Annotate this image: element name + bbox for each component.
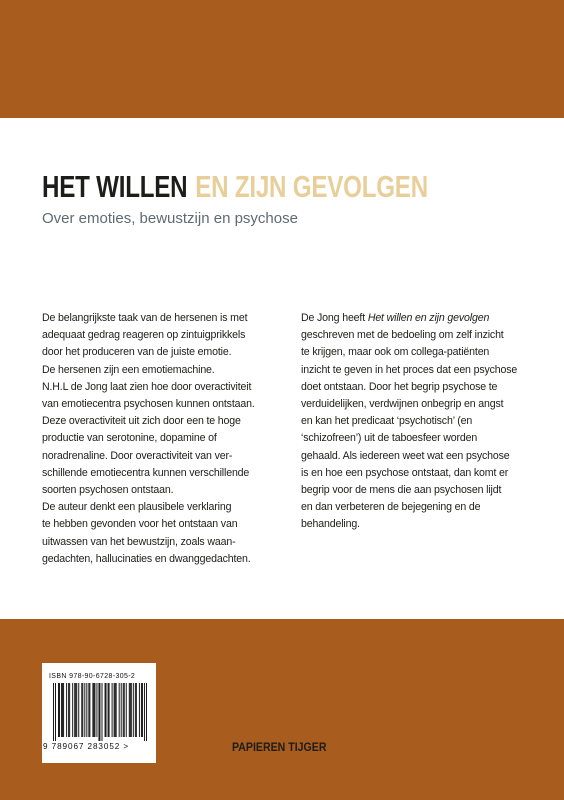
barcode-bar [75,683,76,737]
barcode-bar [115,683,116,737]
barcode-bar [133,683,134,737]
barcode-bar [144,683,145,741]
text-line: uitwassen van het bewustzijn, zoals waan- [42,535,236,548]
text-line: verduidelijken, verdwijnen onbegrip en angst [301,398,504,411]
text-line: doet ontstaan. Door het begrip psychose te [301,380,498,393]
barcode-bar [76,683,77,737]
text-line: De auteur denkt een plausibele verklaring [42,501,232,514]
barcode-bar [94,683,95,737]
barcode-bar [109,683,110,737]
text-line: te krijgen, maar ook om collega-patiënten [301,346,490,359]
title-part-2: EN ZIJN GEVOLGEN [195,169,428,204]
text-line: De belangrijkste taak van de hersenen is met [42,312,248,324]
barcode-bar [86,683,87,737]
barcode-bar [98,683,99,741]
barcode-bar [93,683,94,737]
barcode-bar [112,683,113,737]
barcode-digits: 9 789067 283052 > [43,742,130,751]
barcode-bar [88,683,89,737]
barcode-bar [130,683,131,737]
barcode-bar [146,683,147,741]
barcode-bar [141,683,142,737]
barcode-bar [74,683,75,737]
text-line: adequaat gedrag reageren op zintuigprikkels [42,329,246,342]
barcode-bar [131,683,132,737]
barcode-bar [123,683,124,737]
text-line: N.H.L de Jong laat zien hoe door overactiviteit [42,380,252,393]
book-title [42,171,428,202]
barcode-bar [116,683,117,737]
text-line-first [301,310,546,327]
text-line: gehaald. Als iedereen weet wat een psychose [301,449,510,462]
text-prefix: De Jong heeft [301,312,368,324]
left-text-column [42,310,292,568]
isbn-label: ISBN 978-90-6728-305-2 [49,671,136,680]
barcode-bar [121,683,122,737]
text-line: inzicht te geven in het proces dat een psychose [301,363,518,376]
text-line: productie van serotonine, dopamine of [42,432,217,445]
text-line: geschreven met de bedoeling om zelf inzicht [301,329,504,342]
text-line: van emotiecentra psychosen kunnen ontstaan. [42,398,255,411]
text-line: noradrenaline. Door overactiviteit van ver- [42,449,233,462]
barcode-bar [136,683,137,737]
text-line: is en hoe een psychose ontstaat, dan komt er [301,466,509,479]
barcode-bar [78,683,79,737]
text-line: te hebben gevonden voor het ontstaan van [42,518,238,531]
text-line: gedachten, hallucinaties en dwanggedachten. [42,552,251,565]
barcode-bar [102,683,103,741]
barcode-bar [89,683,90,737]
text-line: en dan verbeteren de bejegening en de [301,501,481,514]
book-subtitle: Over emoties, bewustzijn en psychose [42,210,298,227]
barcode-bar [105,683,106,737]
text-line: Deze overactiviteit uit zich door een te hoge [42,415,241,428]
publisher-name: PAPIEREN TIJGER [232,742,327,754]
text-line: ‘schizofreen’) uit de taboesfeer worden [301,432,478,445]
barcode-bar [68,683,69,737]
barcode-bar [139,683,140,737]
barcode-bar [96,683,97,737]
barcode-bar [129,683,130,737]
text-line: De hersenen zijn een emotiemachine. [42,363,215,376]
barcode-bar [119,683,120,737]
right-text-column [301,310,546,534]
barcode-bar [142,683,143,737]
barcode-bar [55,683,56,741]
text-line: en kan het predicaat ‘psychotisch’ (en [301,415,473,428]
barcode-bar [58,683,59,737]
barcode-bars [53,683,147,741]
barcode-bar [72,683,73,737]
top-brown-band [0,0,564,118]
text-line: behandeling. [301,518,360,531]
barcode-bar [126,683,127,737]
text-line: door het produceren van de juiste emotie. [42,346,232,359]
book-title-italic: Het willen en zijn gevolgen [367,312,490,324]
barcode-bar [66,683,67,737]
isbn-barcode [42,663,156,763]
barcode-bar [114,683,115,737]
barcode-bar [59,683,60,737]
barcode-bar [106,683,107,737]
barcode-bar [61,683,62,737]
barcode-bar [62,683,63,737]
barcode-bar [69,683,70,737]
barcode-bar [82,683,83,737]
barcode-bar [63,683,64,737]
barcode-bar [135,683,136,737]
barcode-bar [53,683,54,741]
barcode-bar [108,683,109,737]
text-line: begrip voor de mens die aan psychosen lijdt [301,484,502,497]
text-line: schillende emotiecentra kunnen verschillende [42,466,250,479]
barcode-bar [99,683,100,741]
barcode-bar [84,683,85,737]
title-part-1: HET WILLEN [42,169,188,204]
text-line: soorten psychosen ontstaan. [42,484,174,497]
barcode-bar [124,683,125,737]
barcode-bar [92,683,93,737]
barcode-bar [81,683,82,737]
